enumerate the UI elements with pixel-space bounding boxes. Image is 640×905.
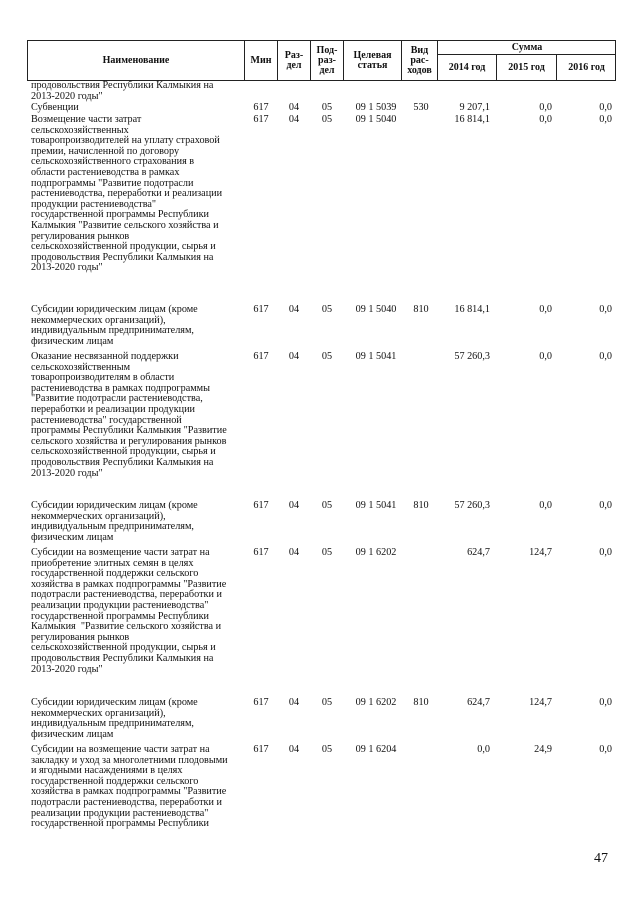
- row-vid: 810: [413, 304, 429, 315]
- row-min: 617: [253, 102, 269, 113]
- row-2015: 0,0: [539, 102, 552, 113]
- row-min: 617: [253, 744, 269, 755]
- header-celevaya: Целевая статья: [353, 49, 392, 71]
- row-vid: 810: [413, 500, 429, 511]
- row-2016: 0,0: [599, 744, 612, 755]
- row-2014: 57 260,3: [454, 500, 490, 511]
- header-2014: 2014 год: [448, 61, 486, 73]
- row-2015: 124,7: [529, 697, 552, 708]
- row-min: 617: [253, 697, 269, 708]
- row-2014: 0,0: [477, 744, 490, 755]
- row-2016: 0,0: [599, 697, 612, 708]
- row-2014: 57 260,3: [454, 351, 490, 362]
- row-min: 617: [253, 114, 269, 125]
- row-2014: 9 207,1: [459, 102, 490, 113]
- header-razdel: Раз- дел: [284, 49, 304, 71]
- row-razdel: 04: [288, 744, 300, 755]
- row-2014: 16 814,1: [454, 114, 490, 125]
- row-celevaya: 09 1 5039: [355, 102, 397, 113]
- row-2014: 624,7: [467, 547, 490, 558]
- row-2015: 124,7: [529, 547, 552, 558]
- header-podrazdel: Под- раз- дел: [316, 44, 338, 76]
- row-2016: 0,0: [599, 114, 612, 125]
- page-number: 47: [594, 851, 608, 866]
- row-celevaya: 09 1 5041: [355, 351, 397, 362]
- row-name: Субсидии на возмещение части затрат на закладку и уход за многолетними плодовыми и ягодными насаждениями в целях государственной поддержки сельского хозяйства в рамках подпрограммы "Развитие подотрасли растениеводства, переработки и реализации продукции растениеводства" государственной программы Республики: [31, 744, 228, 830]
- row-2015: 0,0: [539, 114, 552, 125]
- row-podrazdel: 05: [321, 547, 333, 558]
- row-celevaya: 09 1 6204: [355, 744, 397, 755]
- row-celevaya: 09 1 6202: [355, 547, 397, 558]
- row-podrazdel: 05: [321, 304, 333, 315]
- row-name: Оказание несвязанной поддержки сельскохозяйственным товаропроизводителям в области растениеводства в рамках подпрограммы "Развитие подотрасли растениеводства, переработки и реализации продукции растениеводства" государственной программы Республики Калмыкия "Развитие сельского хозяйства и регулирования рынков сельскохозяйственной продукции, сырья и продовольствия Республики Калмыкия на 2013-2020 годы": [31, 351, 227, 479]
- row-name: продовольствия Республики Калмыкия на 2013-2020 годы": [31, 80, 214, 102]
- row-2015: 0,0: [539, 304, 552, 315]
- row-2014: 16 814,1: [454, 304, 490, 315]
- row-podrazdel: 05: [321, 102, 333, 113]
- row-celevaya: 09 1 5041: [355, 500, 397, 511]
- row-podrazdel: 05: [321, 351, 333, 362]
- row-vid: 530: [413, 102, 429, 113]
- header-vid: Вид рас- ходов: [407, 44, 432, 76]
- row-podrazdel: 05: [321, 697, 333, 708]
- row-razdel: 04: [288, 351, 300, 362]
- header-name: Наименование: [102, 54, 170, 66]
- row-name: Возмещение части затрат сельскохозяйственных товаропроизводителей на уплату страховой премии, начисленной по договору сельскохозяйственного страхования в области растениеводства в рамках подпрограммы "Развитие подотрасли растениеводства, переработки и реализации продукции растениеводства" государственной программы Республики Калмыкия "Развитие сельского хозяйства и регулирования рынков сельскохозяйственной продукции, сырья и продовольствия Республики Калмыкия на 2013-2020 годы": [31, 114, 223, 274]
- row-min: 617: [253, 351, 269, 362]
- row-celevaya: 09 1 5040: [355, 304, 397, 315]
- row-name: Субсидии юридическим лицам (кроме некоммерческих организаций), индивидуальным предпринимателям, физическим лицам: [31, 697, 198, 740]
- row-razdel: 04: [288, 697, 300, 708]
- header-2015: 2015 год: [508, 61, 545, 73]
- row-vid: 810: [413, 697, 429, 708]
- row-name: Субсидии на возмещение части затрат на приобретение элитных семян в целях государственной поддержки сельского хозяйства в рамках подпрограммы "Развитие подотрасли растениеводства, переработки и реализации продукции растениеводства" государственной программы Республики Калмыкия "Развитие сельского хозяйства и регулирования рынков сельскохозяйственной продукции, сырья и продовольствия Республики Калмыкия на 2013-2020 годы": [31, 547, 227, 675]
- row-razdel: 04: [288, 114, 300, 125]
- row-celevaya: 09 1 6202: [355, 697, 397, 708]
- row-2015: 24,9: [534, 744, 552, 755]
- row-podrazdel: 05: [321, 744, 333, 755]
- row-2014: 624,7: [467, 697, 490, 708]
- row-2015: 0,0: [539, 500, 552, 511]
- row-2016: 0,0: [599, 102, 612, 113]
- row-name: Субвенции: [31, 102, 79, 113]
- header-2016: 2016 год: [568, 61, 605, 73]
- row-razdel: 04: [288, 500, 300, 511]
- row-2016: 0,0: [599, 304, 612, 315]
- row-min: 617: [253, 547, 269, 558]
- row-name: Субсидии юридическим лицам (кроме некоммерческих организаций), индивидуальным предпринимателям, физическим лицам: [31, 304, 198, 347]
- row-razdel: 04: [288, 102, 300, 113]
- row-razdel: 04: [288, 304, 300, 315]
- row-2016: 0,0: [599, 500, 612, 511]
- row-min: 617: [253, 304, 269, 315]
- row-min: 617: [253, 500, 269, 511]
- row-2015: 0,0: [539, 351, 552, 362]
- row-2016: 0,0: [599, 351, 612, 362]
- row-podrazdel: 05: [321, 114, 333, 125]
- header-min: Мин: [250, 54, 272, 66]
- row-name: Субсидии юридическим лицам (кроме некоммерческих организаций), индивидуальным предпринимателям, физическим лицам: [31, 500, 198, 543]
- row-podrazdel: 05: [321, 500, 333, 511]
- row-2016: 0,0: [599, 547, 612, 558]
- row-celevaya: 09 1 5040: [355, 114, 397, 125]
- header-summa: Сумма: [511, 41, 543, 53]
- row-razdel: 04: [288, 547, 300, 558]
